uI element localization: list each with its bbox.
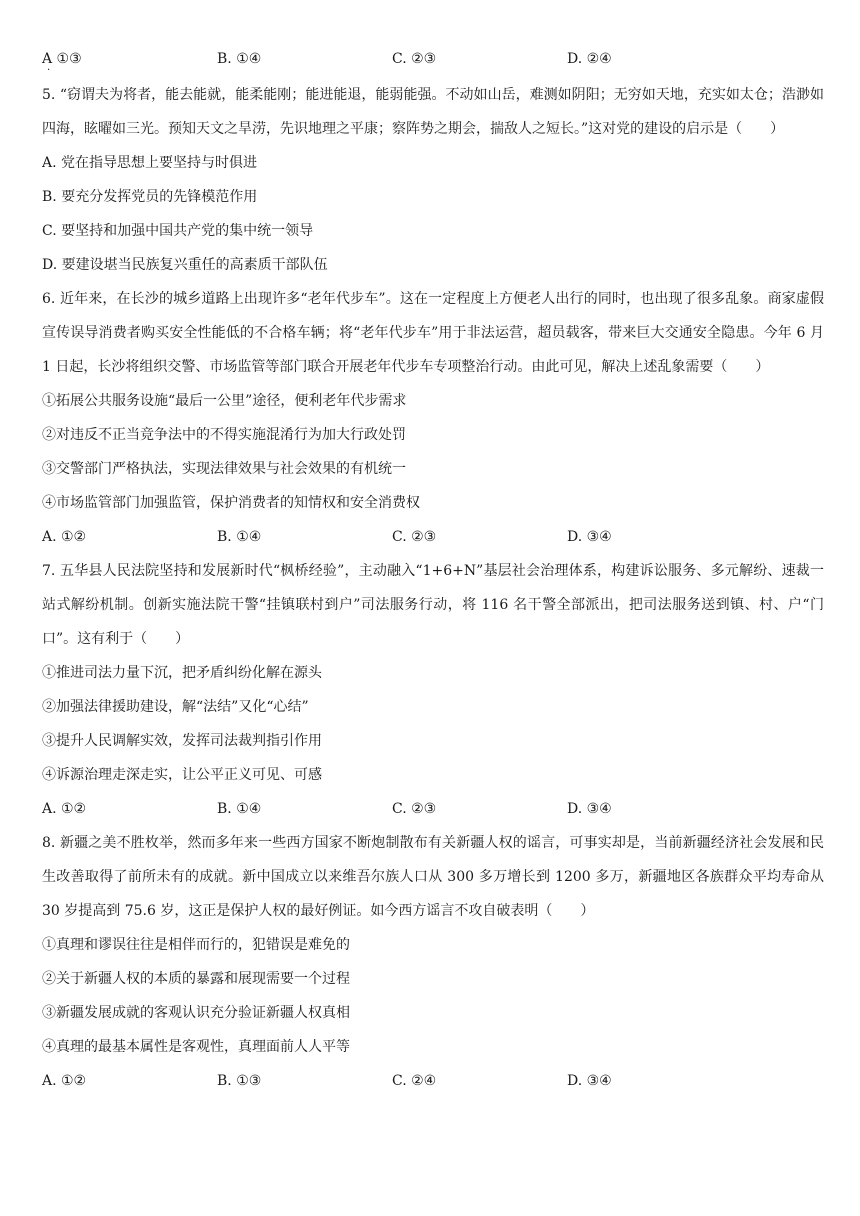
option-c: C. ②③ [392,801,437,817]
question-6-item-4: ④市场监管部门加强监管，保护消费者的知情权和安全消费权 [42,495,420,511]
option-b: B. ①④ [217,51,262,67]
option-b: B. ①④ [217,801,262,817]
prev-question-options [42,44,824,74]
question-5-choice-d: D. 要建设堪当民族复兴重任的高素质干部队伍 [42,257,328,273]
question-5-choice-b: B. 要充分发挥党员的先锋模范作用 [42,189,258,205]
question-7-item-1: ①推进司法力量下沉，把矛盾纠纷化解在源头 [42,665,322,681]
dot-mark: · [47,65,51,76]
question-7 [42,554,824,826]
question-7-item-3: ③提升人民调解实效，发挥司法裁判指引作用 [42,733,322,749]
option-a: A. ①② [42,529,87,545]
question-7-item-2: ②加强法律援助建设，解“法结”又化“心结” [42,699,309,715]
question-6-options [42,520,824,554]
question-7-item-4: ④诉源治理走深走实，让公平正义可见、可感 [42,767,322,783]
question-5-choice-c: C. 要坚持和加强中国共产党的集中统一领导 [42,223,314,239]
option-d: D. ③④ [567,529,612,545]
question-5-choice-a: A. 党在指导思想上要坚持与时俱进 [42,155,258,171]
question-8-stem: 8. 新疆之美不胜枚举，然而多年来一些西方国家不断炮制散布有关新疆人权的谣言，可事实却是，当前新疆经济社会发展和民生改善取得了前所未有的成就。新中国成立以来维吾尔族人口从 300 多万增长到 1200 多万，新疆地区各族群众平均寿命从 30 岁提高到 75.6 岁，这正是保护人权的最好例证。如今西方谣言不攻自破表明（ ） [42,835,824,919]
option-a: A. ①② [42,1073,87,1089]
question-8-item-2: ②关于新疆人权的本质的暴露和展现需要一个过程 [42,971,350,987]
option-c: C. ②③ [392,529,437,545]
option-d: D. ③④ [567,1073,612,1089]
exam-page [42,44,824,1098]
question-8-options [42,1064,824,1098]
option-b: B. ①④ [217,529,262,545]
question-5-stem: 5. “窃谓夫为将者，能去能就，能柔能刚；能进能退，能弱能强。不动如山岳，难测如阴阳；无穷如天地，充实如太仓；浩渺如四海，眩曜如三光。预知天文之旱涝，先识地理之平康；察阵势之期会，揣敌人之短长。”这对党的建设的启示是（ ） [42,87,824,137]
question-8-item-3: ③新疆发展成就的客观认识充分验证新疆人权真相 [42,1005,350,1021]
option-c: C. ②③ [392,51,437,67]
question-6-item-2: ②对违反不正当竞争法中的不得实施混淆行为加大行政处罚 [42,427,406,443]
question-5 [42,78,824,282]
option-a: A ①③ · [42,44,217,74]
question-8-item-1: ①真理和谬误往往是相伴而行的，犯错误是难免的 [42,937,350,953]
option-d: D. ②④ [567,51,612,67]
option-a: A. ①② [42,801,87,817]
question-7-stem: 7. 五华县人民法院坚持和发展新时代“枫桥经验”，主动融入“1+6+N”基层社会治理体系，构建诉讼服务、多元解纷、速裁一站式解纷机制。创新实施法院干警“挂镇联村到户”司法服务行动，将 116 名干警全部派出，把司法服务送到镇、村、户“门口”。这有利于（ ） [42,563,824,647]
option-b: B. ①③ [217,1073,262,1089]
question-6-item-1: ①拓展公共服务设施“最后一公里”途径，便利老年代步需求 [42,393,407,409]
option-d: D. ③④ [567,801,612,817]
question-8 [42,826,824,1098]
question-6-stem: 6. 近年来，在长沙的城乡道路上出现许多“老年代步车”。这在一定程度上方便老人出行的同时，也出现了很多乱象。商家虚假宣传误导消费者购买安全性能低的不合格车辆；将“老年代步车”用于非法运营，超员载客，带来巨大交通安全隐患。今年 6 月 1 日起，长沙将组织交警、市场监管等部门联合开展老年代步车专项整治行动。由此可见，解决上述乱象需要（ ） [42,291,824,375]
question-6 [42,282,824,554]
option-c: C. ②④ [392,1073,437,1089]
question-8-item-4: ④真理的最基本属性是客观性，真理面前人人平等 [42,1039,350,1055]
question-6-item-3: ③交警部门严格执法，实现法律效果与社会效果的有机统一 [42,461,406,477]
question-7-options [42,792,824,826]
